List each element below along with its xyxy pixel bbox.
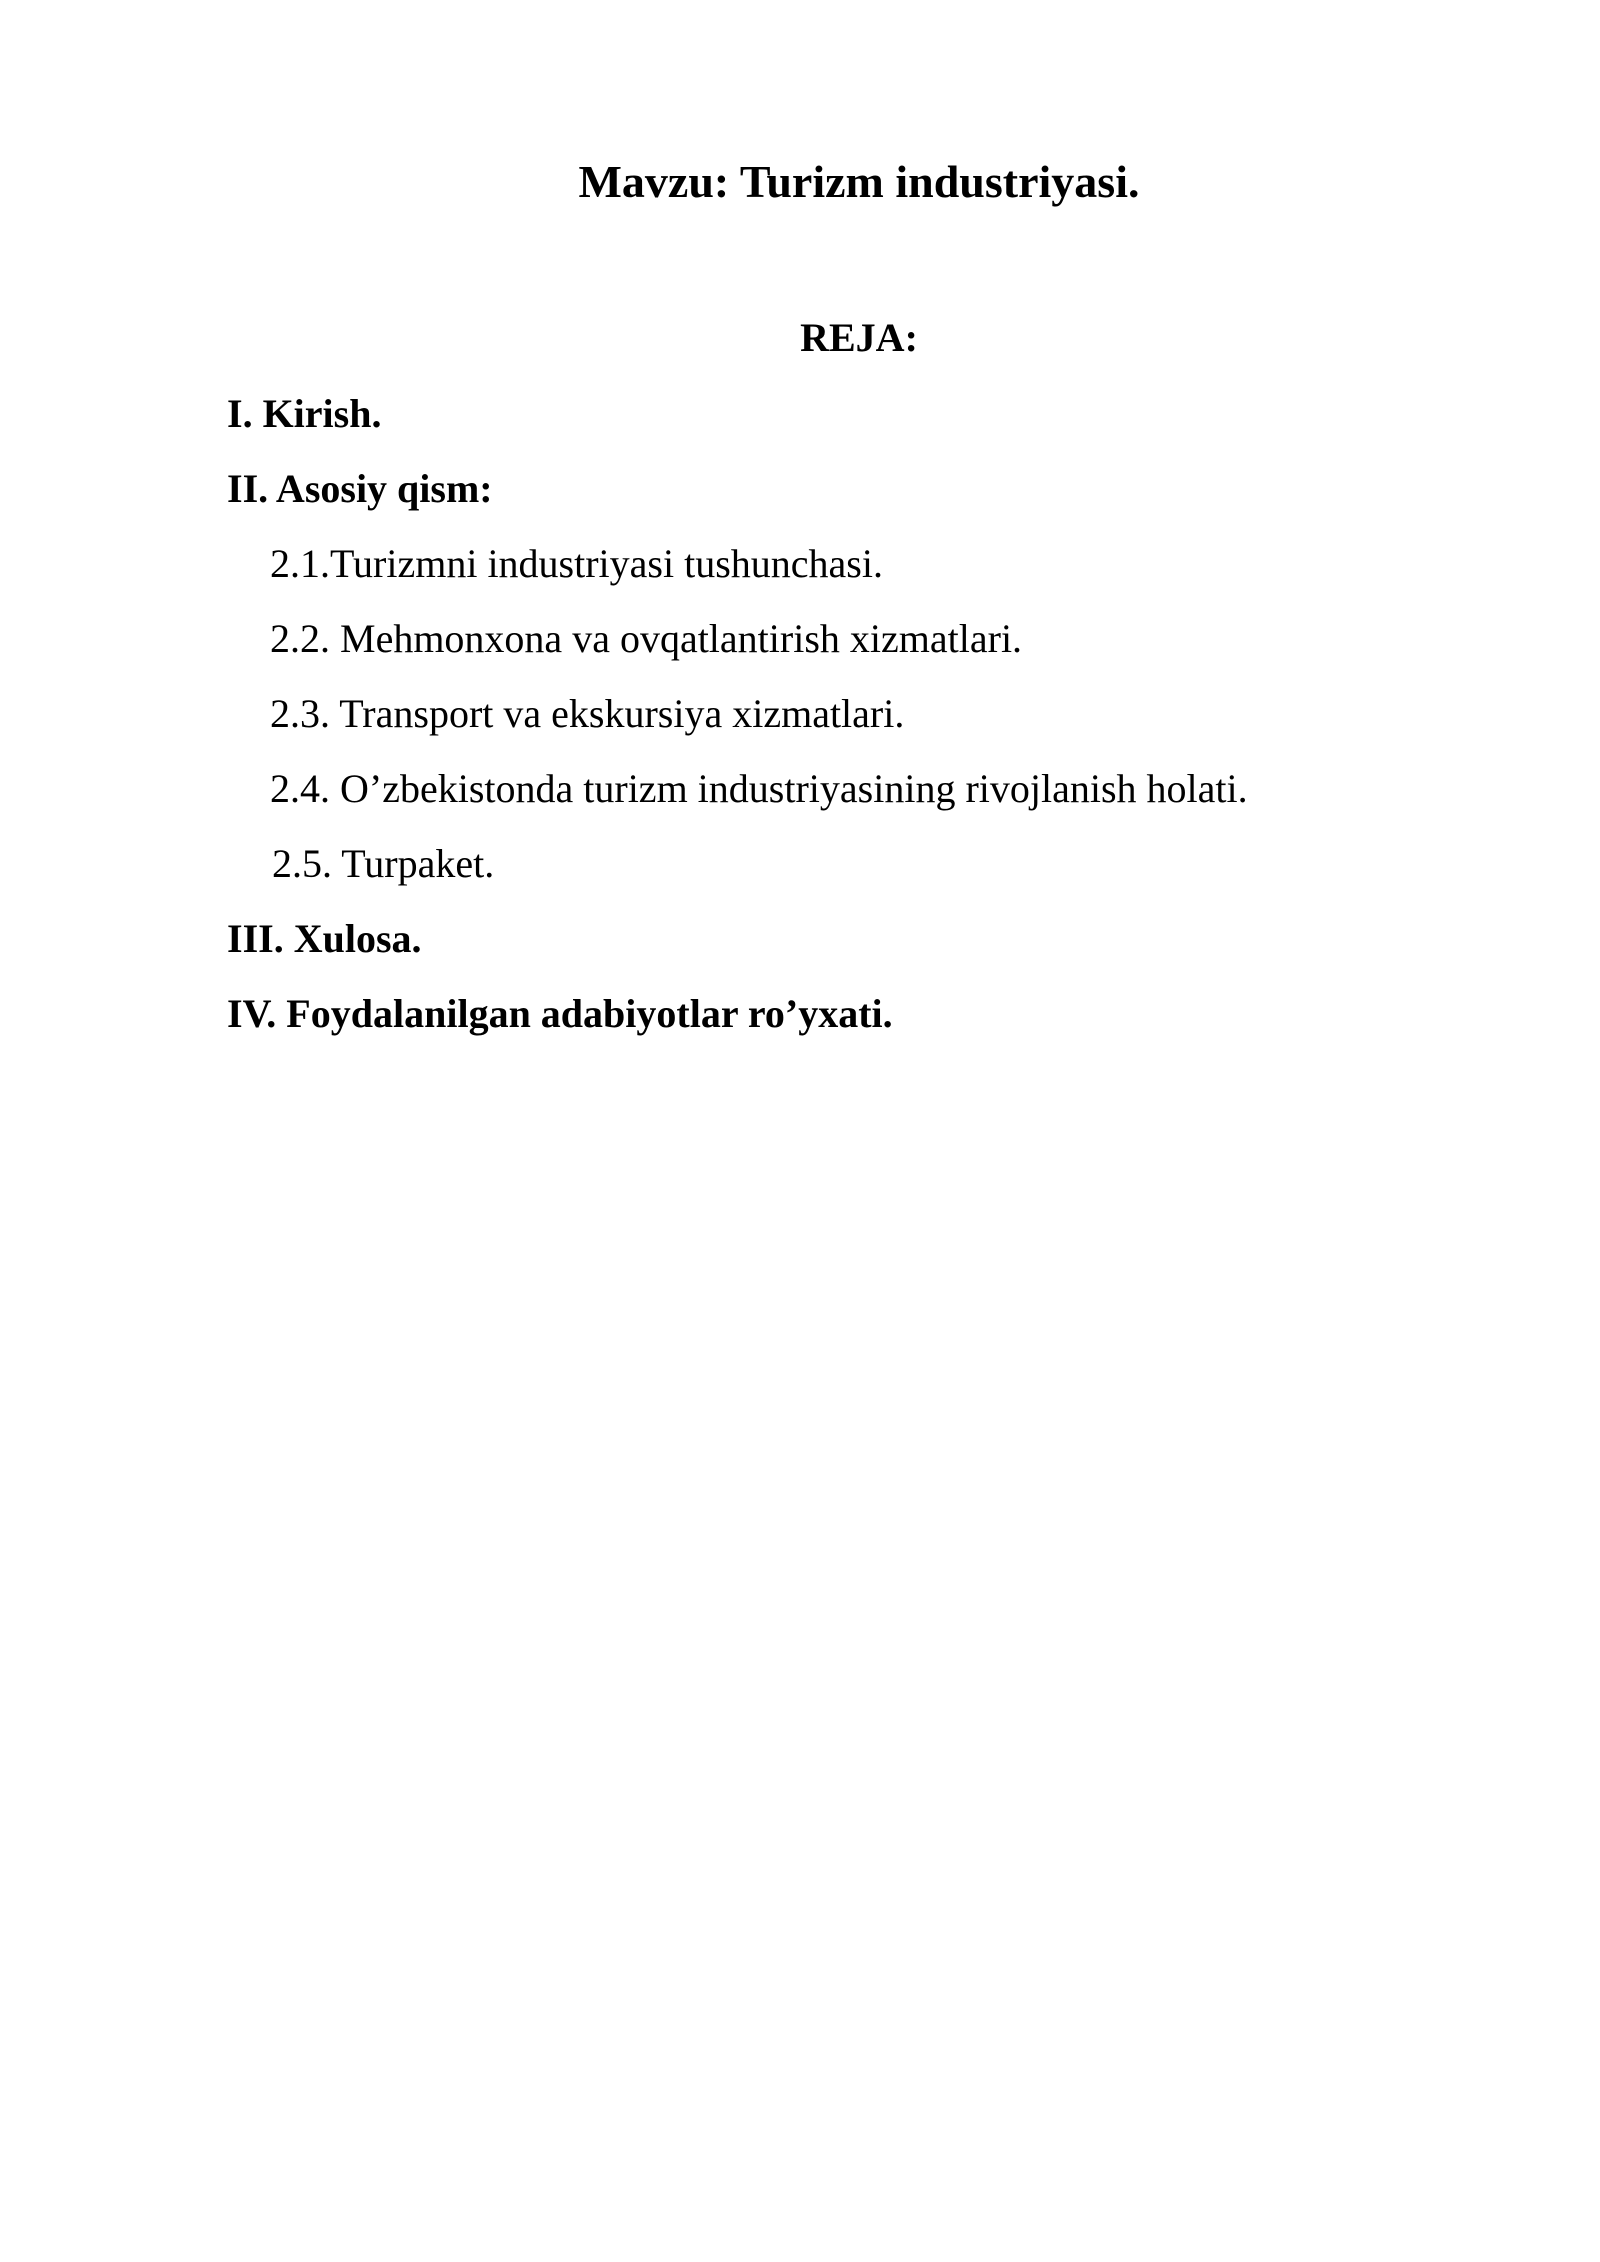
plan-subitem-2-1: 2.1.Turizmni industriyasi tushunchasi. [270, 541, 883, 586]
plan-subitem-2-4: 2.4. O’zbekistonda turizm industriyasining rivojlanish holati. [270, 766, 1248, 811]
plan-subitem-2-2: 2.2. Mehmonxona va ovqatlantirish xizmatlari. [270, 616, 1023, 661]
plan-item-conclusion: III. Xulosa. [227, 916, 422, 961]
plan-subitem-2-5: 2.5. Turpaket. [272, 841, 495, 886]
plan-item-introduction: I. Kirish. [227, 391, 382, 436]
plan-heading: REJA: [800, 315, 918, 360]
document-title: Mavzu: Turizm industriyasi. [578, 156, 1140, 207]
plan-item-main-part: II. Asosiy qism: [227, 466, 493, 511]
plan-item-references: IV. Foydalanilgan adabiyotlar ro’yxati. [227, 991, 893, 1036]
plan-subitem-2-3: 2.3. Transport va ekskursiya xizmatlari. [270, 691, 905, 736]
plan-list [227, 384, 1427, 1059]
